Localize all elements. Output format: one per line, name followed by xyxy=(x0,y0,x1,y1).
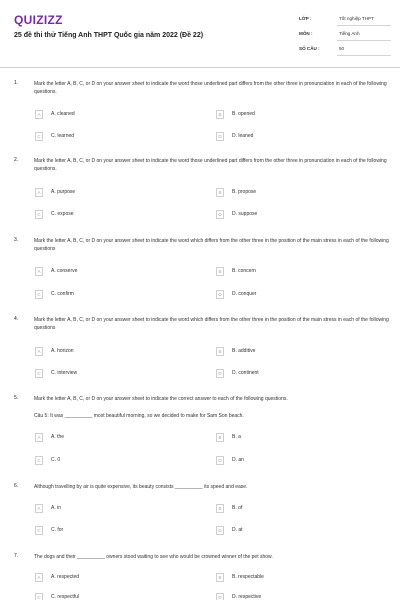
question-text: Mark the letter A, B, C, or D on your answer sheet to indicate the word those underlined part differs from the other three in pronunciation in each of the following questions. xyxy=(34,158,387,172)
option-text: A. cleaned xyxy=(51,111,75,117)
option-letter-box: D xyxy=(216,456,224,465)
meta-underline xyxy=(337,40,391,41)
meta-key: LỚP : xyxy=(299,16,312,21)
option-text: C. 0 xyxy=(51,457,61,463)
option-text: D. leaned xyxy=(232,133,254,139)
option-letter-box: D xyxy=(216,526,224,535)
option-letter-box: A xyxy=(35,110,43,119)
option-text: B. of xyxy=(232,505,243,511)
question-text: Although travelling by air is quite expensive, its beauty consists __________ its speed and ease. xyxy=(34,484,248,490)
option-letter-box: B xyxy=(216,433,224,442)
option-letter-box: D xyxy=(216,210,224,219)
option-letter-box: A xyxy=(35,347,43,356)
option-letter-box: A xyxy=(35,267,43,276)
question-number: 6. xyxy=(14,483,19,489)
option-letter-box: C xyxy=(35,210,43,219)
question-number: 2. xyxy=(14,157,19,163)
quizizz-logo: QUIZIZZ xyxy=(14,13,63,27)
question-text: Mark the letter A, B, C, or D on your answer sheet to indicate the word which differs from the other three in the position of the main stress in each of the following questions xyxy=(34,317,389,331)
option-text: B. respectable xyxy=(232,574,264,580)
option-letter-box: D xyxy=(216,593,224,600)
option-text: A. conserve xyxy=(51,268,78,274)
option-letter-box: D xyxy=(216,132,224,141)
option-text: D. respective xyxy=(232,594,262,600)
option-text: C. confirm xyxy=(51,291,74,297)
option-text: C. expose xyxy=(51,211,74,217)
worksheet-header xyxy=(0,0,400,68)
option-letter-box: C xyxy=(35,526,43,535)
question-text: Mark the letter A, B, C, or D on your answer sheet to indicate the correct answer to each of the following questions. xyxy=(34,396,288,402)
question-text: Mark the letter A, B, C, or D on your answer sheet to indicate the word those underlined part differs from the other three in pronunciation in each of the following questions. xyxy=(34,81,387,95)
option-letter-box: C xyxy=(35,369,43,378)
meta-underline xyxy=(337,55,391,56)
option-letter-box: A xyxy=(35,433,43,442)
page-title: 25 đề thi thử Tiếng Anh THPT Quốc gia năm 2022 (Đề 22) xyxy=(14,32,204,39)
meta-row-class xyxy=(299,13,391,28)
option-text: A. purpose xyxy=(51,189,76,195)
option-text: A. respected xyxy=(51,574,80,580)
option-letter-box: D xyxy=(216,290,224,299)
option-text: C. for xyxy=(51,527,64,533)
option-text: B. concern xyxy=(232,268,256,274)
question-text: Mark the letter A, B, C, or D on your answer sheet to indicate the word which differs from the other three in the position of the main stress in each of the following questions xyxy=(34,238,389,252)
option-letter-box: B xyxy=(216,347,224,356)
option-letter-box: C xyxy=(35,456,43,465)
option-text: B. propose xyxy=(232,189,257,195)
option-letter-box: B xyxy=(216,267,224,276)
meta-key: SỐ CÂU : xyxy=(299,46,320,51)
meta-row-subject xyxy=(299,28,391,43)
option-letter-box: B xyxy=(216,504,224,513)
option-text: D. conquer xyxy=(232,291,257,297)
option-text: B. opened xyxy=(232,111,255,117)
option-text: A. the xyxy=(51,434,65,440)
meta-key: MÔN : xyxy=(299,31,313,36)
option-letter-box: A xyxy=(35,573,43,582)
question-number: 1. xyxy=(14,80,19,86)
option-text: A. horizon xyxy=(51,348,74,354)
option-text: A. in xyxy=(51,505,62,511)
option-text: D. continent xyxy=(232,370,259,376)
question-number: 5. xyxy=(14,395,19,401)
meta-row-count xyxy=(299,43,391,58)
meta-value: Tiếng Anh xyxy=(339,31,360,36)
option-text: C. learned xyxy=(51,133,75,139)
question-stem: Câu 5: It was __________ most beautiful morning, so we decided to make for Sam Son beach. xyxy=(34,413,244,419)
option-letter-box: C xyxy=(35,593,43,600)
question-number: 4. xyxy=(14,316,19,322)
option-text: B. additive xyxy=(232,348,256,354)
meta-value: 50 xyxy=(339,46,345,51)
meta-block xyxy=(299,13,391,58)
option-letter-box: B xyxy=(216,110,224,119)
option-text: D. at xyxy=(232,527,243,533)
option-text: D. an xyxy=(232,457,244,463)
option-text: D. suppose xyxy=(232,211,258,217)
meta-underline xyxy=(337,25,391,26)
option-letter-box: A xyxy=(35,188,43,197)
option-text: B. a xyxy=(232,434,241,440)
option-letter-box: D xyxy=(216,369,224,378)
option-text: C. respectful xyxy=(51,594,80,600)
option-text: C. interview xyxy=(51,370,78,376)
option-letter-box: C xyxy=(35,290,43,299)
option-letter-box: B xyxy=(216,573,224,582)
question-number: 3. xyxy=(14,237,19,243)
question-number: 7. xyxy=(14,553,19,559)
option-letter-box: C xyxy=(35,132,43,141)
option-letter-box: A xyxy=(35,504,43,513)
question-text: The dogs and their __________ owners stood waiting to see who would be crowned winner of the pet show. xyxy=(34,554,273,560)
meta-value: Tốt nghiệp THPT xyxy=(339,16,374,21)
option-letter-box: B xyxy=(216,188,224,197)
